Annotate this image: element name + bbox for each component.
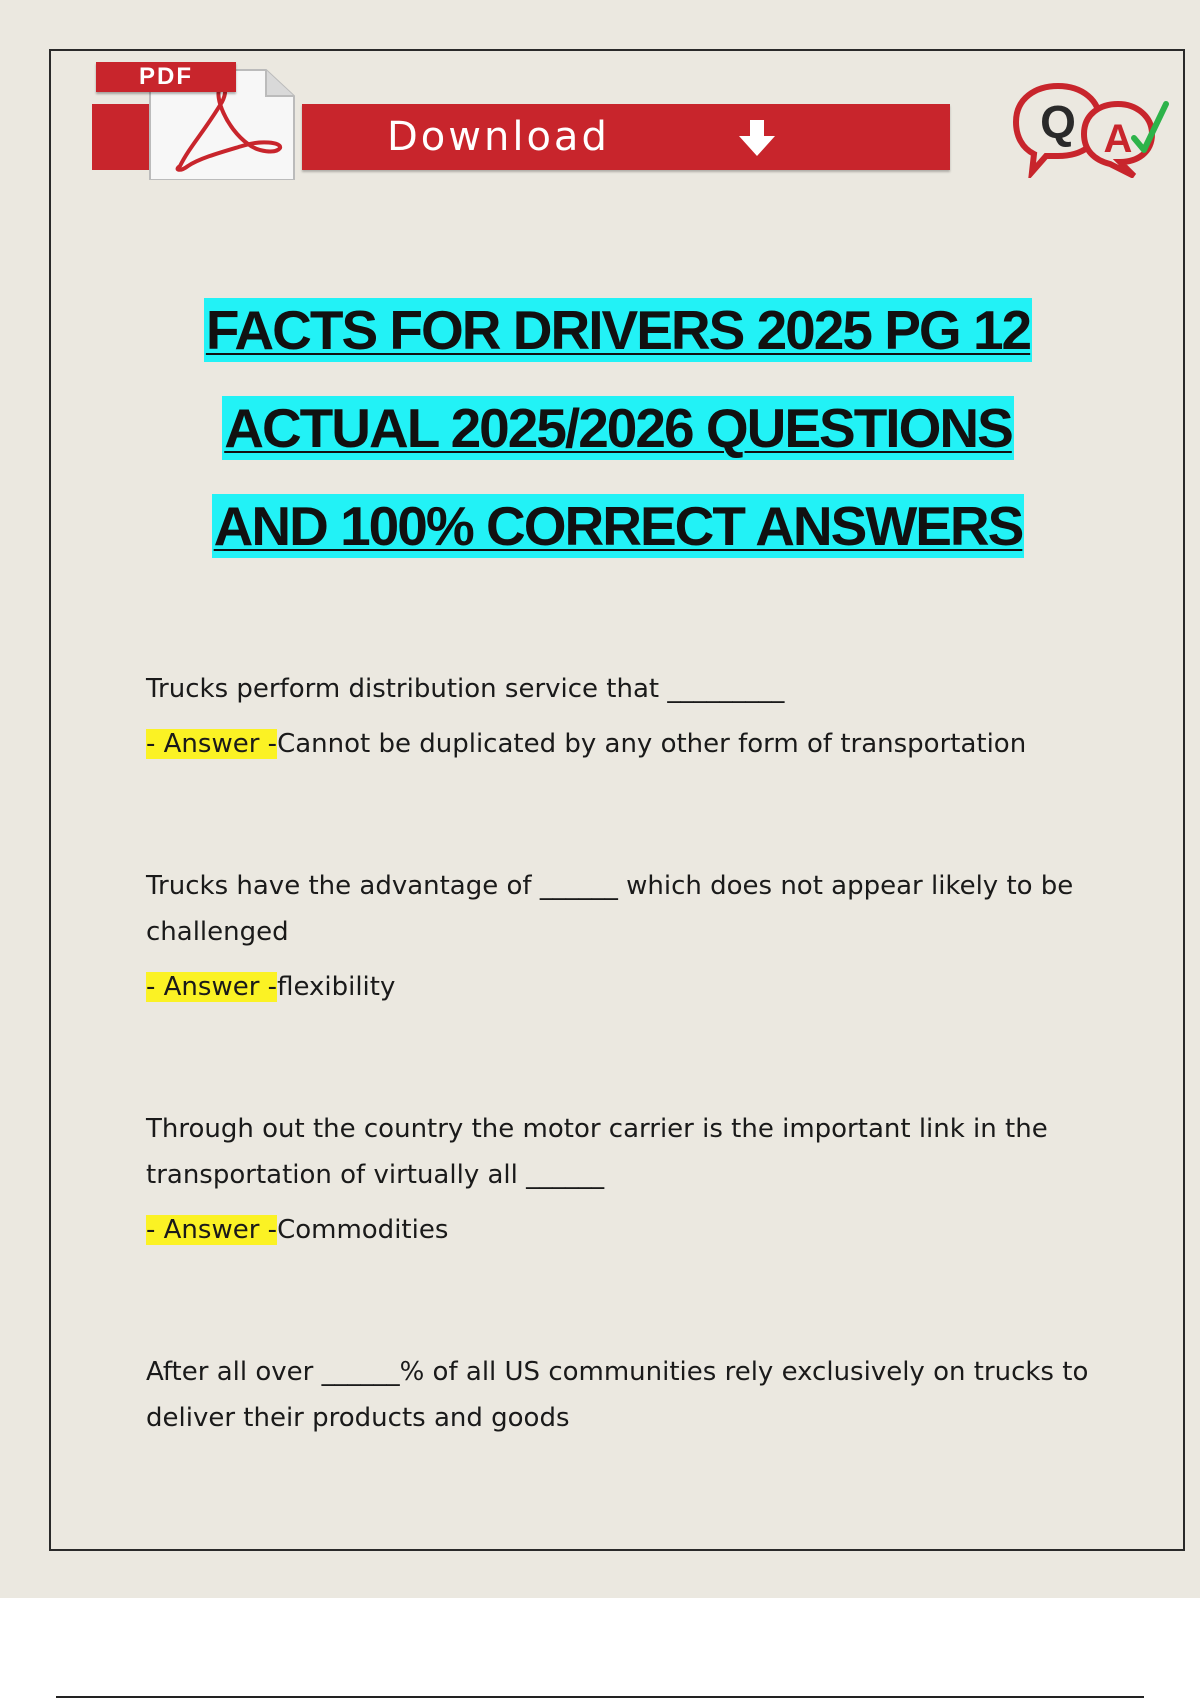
answer-tag: - Answer - xyxy=(146,972,278,1002)
qa-logo-q: Q xyxy=(1040,96,1076,148)
download-banner[interactable] xyxy=(92,62,860,180)
qa-item-4 xyxy=(146,1349,1106,1441)
qa-item-1 xyxy=(146,666,1106,762)
answer-2-text: flexibility xyxy=(277,972,396,1002)
question-4: After all over ______% of all US communities rely exclusively on trucks to deliver their products and goods xyxy=(146,1357,1089,1433)
title-line-2: ACTUAL 2025/2026 QUESTIONS xyxy=(224,397,1012,459)
answer-1 xyxy=(146,726,1106,762)
banner-left-bar xyxy=(92,104,152,170)
footer-rule xyxy=(56,1696,1144,1698)
question-1: Trucks perform distribution service that _________ xyxy=(146,674,785,704)
qa-item-2 xyxy=(146,863,1106,1005)
answer-3-text: Commodities xyxy=(277,1215,449,1245)
down-arrow-icon xyxy=(733,118,781,158)
qa-speech-bubbles-icon xyxy=(1006,78,1170,178)
answer-2 xyxy=(146,969,1106,1005)
answer-tag: - Answer - xyxy=(146,1215,278,1245)
title-line-1: FACTS FOR DRIVERS 2025 PG 12 xyxy=(205,299,1031,361)
answer-1-text: Cannot be duplicated by any other form of transportation xyxy=(277,729,1027,759)
question-2: Trucks have the advantage of ______ which does not appear likely to be challenged xyxy=(146,871,1074,947)
answer-tag: - Answer - xyxy=(146,729,278,759)
answer-3 xyxy=(146,1212,1106,1248)
page-border xyxy=(49,49,1185,1551)
qa-logo-a: A xyxy=(1103,117,1133,161)
qa-item-3 xyxy=(146,1106,1106,1248)
document-title xyxy=(0,298,1200,592)
pdf-label: PDF xyxy=(96,62,236,92)
question-3: Through out the country the motor carrier is the important link in the transportation of virtually all ______ xyxy=(146,1114,1048,1190)
download-label: Download xyxy=(387,114,610,160)
title-line-3: AND 100% CORRECT ANSWERS xyxy=(213,495,1023,557)
